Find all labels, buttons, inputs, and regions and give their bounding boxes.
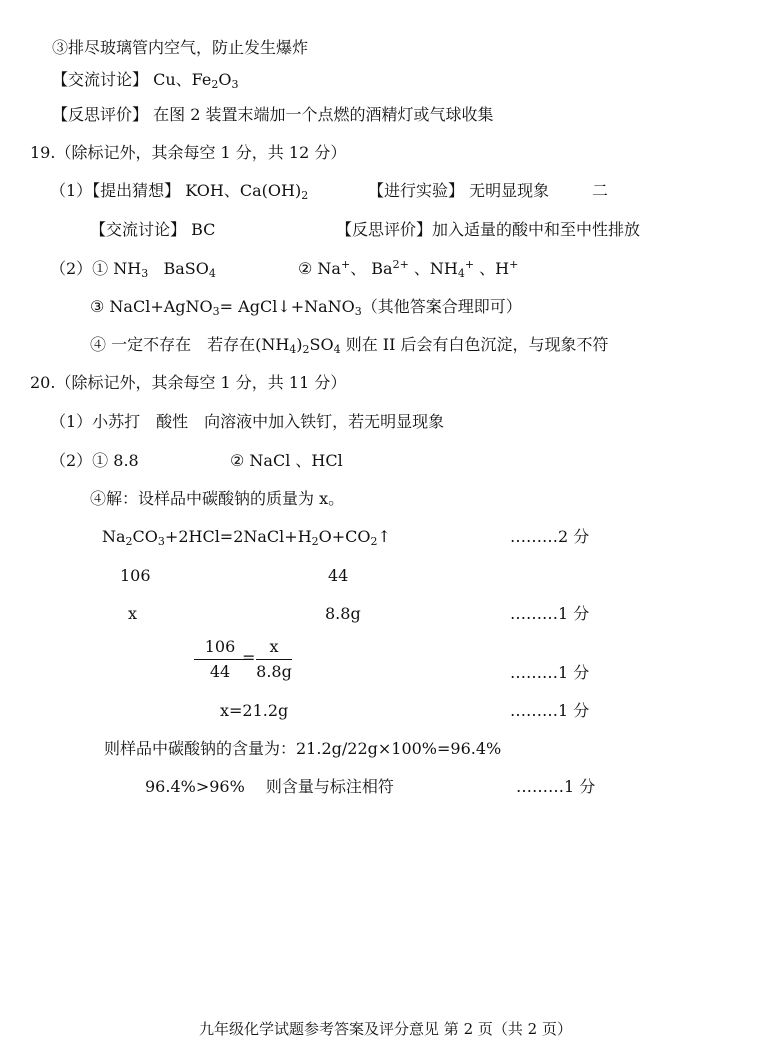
question-19-heading: 19.（除标记外，其余每空 1 分，共 12 分） [30,143,347,162]
q19-part1-answer: 二 [592,181,609,200]
equals-sign: = [242,648,256,667]
ratio-row1-right: 44 [328,566,349,585]
score-1c: ………1 分 [510,701,590,720]
score-1a: ………1 分 [510,604,590,623]
ratio-row2-left: x [128,604,138,623]
q19-part1-discussion: 【交流讨论】 BC [90,220,216,239]
q20-part2-answer1: （2）① 8.8 [50,451,139,470]
score-1d: ………1 分 [516,777,596,796]
q19-part2-answer4: ④ 一定不存在 若存在$(NH_4)_2SO_4$ 则在 II 后会有白色沉淀，与现象不符 [90,335,609,356]
q20-solution-intro: ④解：设样品中碳酸钠的质量为 x。 [90,489,345,508]
line-discussion: 【交流讨论】 Cu、$Fe_2O_3$ [52,70,239,91]
comparison-conclusion: 96.4%>96% 则含量与标注相符 [145,777,394,796]
q19-part2-answer1: （2）① $NH_3$ BaSO$_4$ [50,259,216,280]
q19-part2-answer3: ③ NaCl+AgNO$_3$= AgCl↓+NaNO$_3$（其他答案合理即可） [90,297,522,318]
score-2: ………2 分 [510,527,590,546]
line-exclude-air: ③排尽玻璃管内空气，防止发生爆炸 [52,38,309,57]
ratio-row1-left: 106 [120,566,151,585]
q20-part1: （1）小苏打 酸性 向溶液中加入铁钉，若无明显现象 [50,412,445,431]
q20-part2-answer2: ② NaCl 、HCl [230,451,343,470]
q19-part1-experiment: 【进行实验】 无明显现象 [368,181,550,200]
line-reflection: 【反思评价】 在图 2 装置末端加一个点燃的酒精灯或气球收集 [52,105,494,124]
q19-part1-reflection: 【反思评价】加入适量的酸中和至中性排放 [336,220,641,239]
q19-part2-answer2: ② Na+、 $Ba^{2+}$ 、$NH_4^+$ 、H+ [298,258,519,280]
question-20-heading: 20.（除标记外，其余每空 1 分，共 11 分） [30,373,347,392]
x-value: x=21.2g [220,701,289,720]
fraction-x-8.8g: x 8.8g [256,637,292,681]
page-footer: 九年级化学试题参考答案及评分意见 第 2 页（共 2 页） [199,1020,572,1038]
q19-part1-guess: （1）【提出猜想】 KOH、$Ca(OH)_2$ [50,181,309,202]
ratio-row2-right: 8.8g [325,604,361,623]
chemical-equation: $Na_2CO_3+2HCl=2NaCl+H_2O+CO_2↑$ [102,527,391,548]
fraction-106-44: 106 44 [194,637,246,682]
content-calculation: 则样品中碳酸钠的含量为：21.2g/22g×100%=96.4% [104,739,502,758]
score-1b: ………1 分 [510,663,590,682]
